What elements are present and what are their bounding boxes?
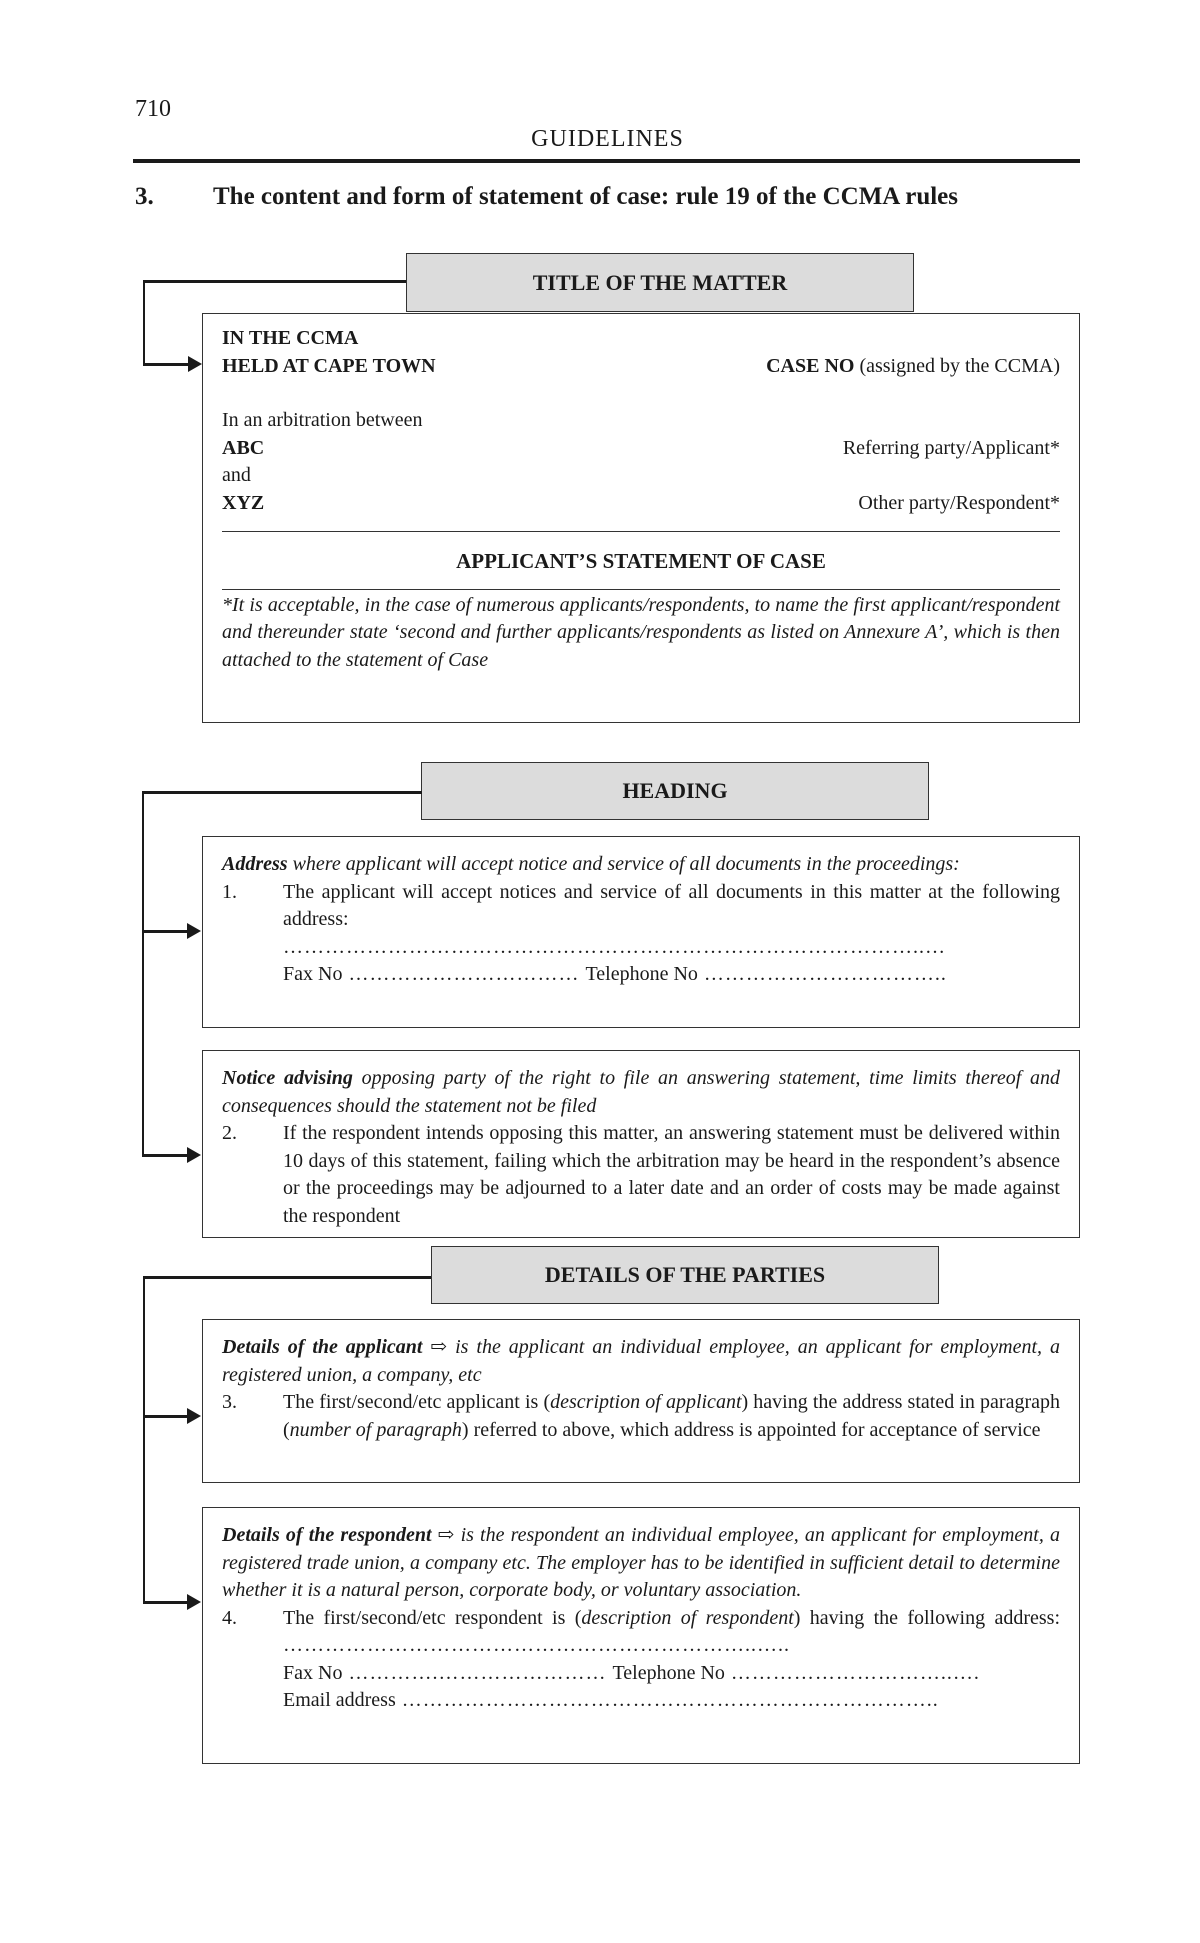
connector-line	[143, 1276, 145, 1603]
case-no-note: (assigned by the CCMA)	[854, 354, 1060, 377]
arbitration-between: In an arbitration between	[222, 409, 423, 431]
notice-box	[202, 1050, 1080, 1238]
respondent-address-dots: …………………………………………………………..…..	[283, 1634, 790, 1656]
email-label: Email address	[283, 1689, 396, 1711]
footnote: *It is acceptable, in the case of numerous applicants/respondents, to name the first applicant/respondent and thereunder state ‘second and further applicants/respondents as listed on Annexure A’, which is then attached to the statement of Case	[222, 593, 1060, 671]
party-respondent: XYZ	[222, 491, 265, 514]
arrow-icon: ⇨	[422, 1336, 456, 1358]
telephone-dots: …………………………..….	[724, 1661, 980, 1684]
respondent-contact-line	[283, 1660, 1060, 1688]
details-of-parties-label	[431, 1246, 939, 1304]
respondent-text	[283, 1605, 1060, 1660]
connector-line	[142, 930, 187, 933]
item-number: 3.	[222, 1391, 237, 1413]
title-of-matter-label-text: TITLE OF THE MATTER	[532, 269, 788, 295]
title-of-matter-label	[406, 253, 914, 312]
connector-line	[142, 1154, 187, 1157]
telephone-dots: ……………………………..	[697, 963, 947, 985]
applicant-text-part: ) having the address stated in paragraph (	[283, 1391, 1060, 1441]
notice-lead	[222, 1065, 1060, 1120]
section-title	[135, 183, 958, 211]
address-contact-line	[283, 961, 1060, 989]
case-number-field	[766, 353, 1060, 381]
connector-line	[143, 1601, 187, 1604]
arrow-right-icon	[187, 1594, 201, 1610]
party-applicant: ABC	[222, 436, 265, 459]
item-number: 1.	[222, 880, 237, 903]
connector-line	[143, 363, 188, 366]
case-no-label: CASE NO	[766, 354, 855, 377]
connector-line	[143, 280, 145, 365]
fax-dots: ……………………………	[342, 963, 586, 985]
arrow-right-icon	[187, 1408, 201, 1424]
heading-label-text: HEADING	[622, 778, 728, 803]
and-text: and	[222, 464, 251, 486]
connector-line	[142, 791, 144, 1156]
telephone-label: Telephone No	[585, 963, 698, 985]
item-number: 2.	[222, 1122, 237, 1144]
forum-line: IN THE CCMA	[222, 327, 359, 349]
respondent-lead-rest: is the respondent an individual employee, an applicant for employment, a registered trade union, a company etc. The employer has to be identified in sufficient detail to determine whether it is a natural person, corporate body, or voluntary association.	[222, 1524, 1060, 1601]
telephone-label: Telephone No	[612, 1661, 725, 1684]
arrow-icon: ⇨	[431, 1524, 461, 1546]
address-lead-rest: where applicant will accept notice and service of all documents in the proceedings:	[287, 853, 960, 875]
arrow-right-icon	[187, 923, 201, 939]
applicant-text-part: The first/second/etc applicant is (	[283, 1391, 551, 1413]
respondent-text-italic: description of respondent	[581, 1606, 794, 1629]
statement-title: APPLICANT’S STATEMENT OF CASE	[456, 549, 826, 573]
fax-label: Fax No	[283, 963, 343, 985]
title-of-matter-box	[202, 313, 1080, 723]
applicant-lead-bold: Details of the applicant	[222, 1336, 423, 1358]
held-at-line: HELD AT CAPE TOWN	[222, 354, 436, 377]
header-rule	[133, 159, 1080, 163]
section-number: 3.	[135, 183, 154, 210]
address-dots: ………………………………………………………………………………..…	[283, 935, 946, 958]
applicant-item	[222, 1389, 1060, 1444]
respondent-email-line	[283, 1687, 1060, 1715]
applicant-text	[283, 1389, 1060, 1444]
divider	[222, 531, 1060, 532]
respondent-text-part: The first/second/etc respondent is (	[283, 1606, 582, 1629]
arrow-right-icon	[187, 1147, 201, 1163]
respondent-lead-bold: Details of the respondent	[222, 1524, 432, 1546]
item-number: 4.	[222, 1606, 237, 1629]
address-lead	[222, 851, 1060, 879]
details-of-parties-label-text: DETAILS OF THE PARTIES	[544, 1262, 826, 1287]
respondent-item	[222, 1605, 1060, 1715]
connector-line	[143, 1415, 187, 1418]
arrow-right-icon	[188, 356, 202, 372]
section-title-text: The content and form of statement of case: rule 19 of the CCMA rules	[213, 183, 958, 210]
heading-label	[421, 762, 929, 820]
fax-dots: ………….……………………	[342, 1661, 613, 1684]
connector-line	[143, 1276, 431, 1279]
address-box	[202, 836, 1080, 1028]
notice-lead-bold: Notice advising	[222, 1067, 353, 1089]
notice-lead-rest: opposing party of the right to file an answering statement, time limits thereof and consequences should the statement not be filed	[222, 1067, 1060, 1117]
applicant-text-italic: description of applicant	[550, 1391, 742, 1413]
connector-line	[142, 791, 422, 794]
address-item	[222, 879, 1060, 989]
respondent-text-part: ) having the following address:	[793, 1606, 1060, 1629]
address-text: The applicant will accept notices and service of all documents in this matter at the following address:	[283, 880, 1060, 930]
connector-line	[143, 280, 406, 283]
email-dots: …………………………………………………………………..	[395, 1689, 939, 1711]
notice-item	[222, 1120, 1060, 1230]
page-number: 710	[135, 96, 171, 122]
address-lead-bold: Address	[222, 853, 288, 875]
party-applicant-role: Referring party/Applicant*	[842, 436, 1060, 459]
applicant-text-italic: number of paragraph	[289, 1418, 462, 1441]
fax-label: Fax No	[283, 1661, 343, 1684]
applicant-lead	[222, 1334, 1060, 1389]
divider	[222, 589, 1060, 590]
applicant-details-box	[202, 1319, 1080, 1483]
applicant-lead-rest: is the applicant an individual employee, an applicant for employment, a registered union, a company, etc	[222, 1336, 1060, 1386]
running-head: GUIDELINES	[531, 126, 684, 152]
applicant-text-part: ) referred to above, which address is appointed for acceptance of service	[461, 1418, 1041, 1441]
party-respondent-role: Other party/Respondent*	[858, 491, 1060, 514]
respondent-lead	[222, 1522, 1060, 1605]
notice-text: If the respondent intends opposing this matter, an answering statement must be delivered within 10 days of this statement, failing which the arbitration may be heard in the respondent’s absence or the proceedings may be adjourned to a later date and an order of costs may be made against the respondent	[283, 1122, 1060, 1227]
respondent-details-box	[202, 1507, 1080, 1764]
